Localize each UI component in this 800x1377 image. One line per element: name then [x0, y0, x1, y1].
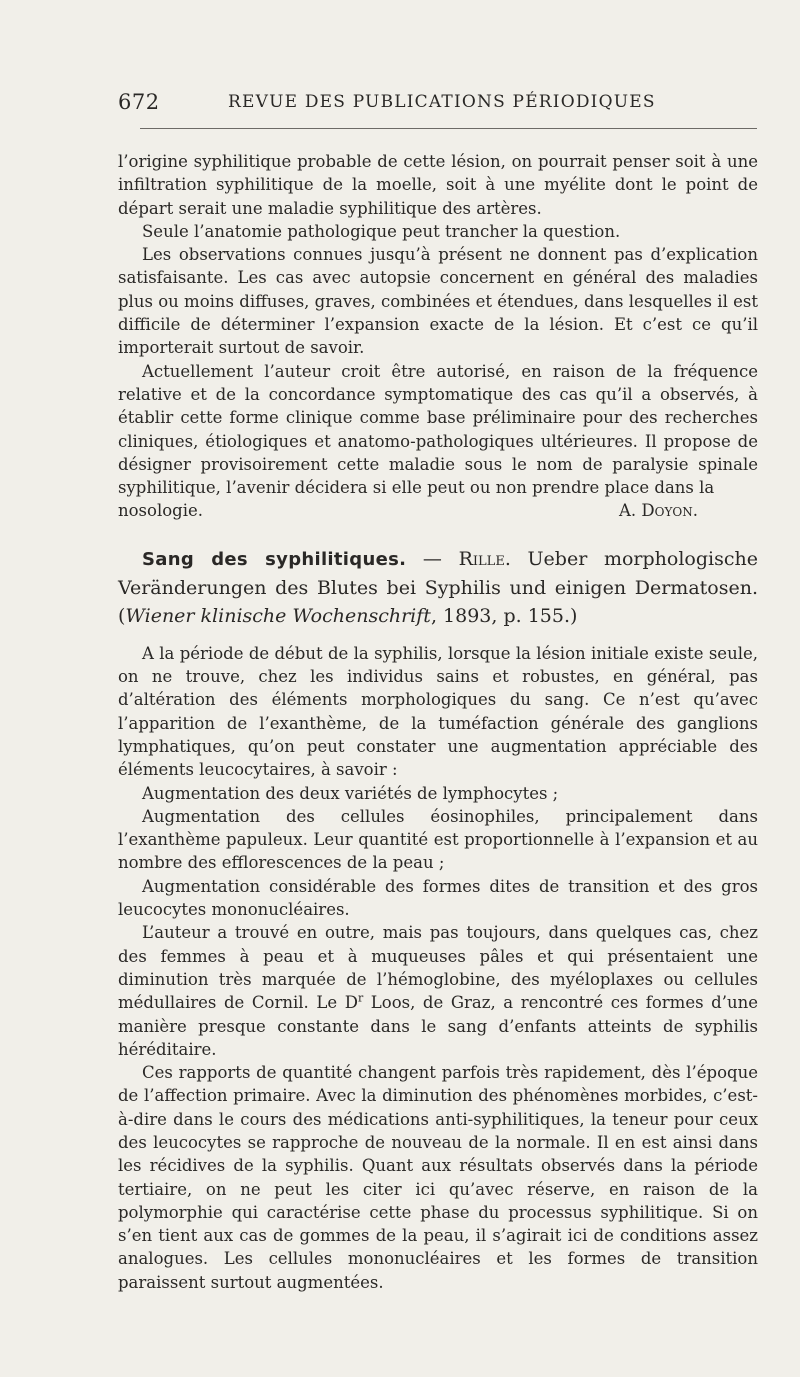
article1-signature: A. Doyon. [619, 501, 698, 521]
article2-title: Sang des syphilitiques. [142, 548, 407, 570]
article2-paragraph-6: Ces rapports de quantité changent parfois très rapidement, dès l’époque de l’affection primaire. Avec la diminution des phénomènes morbides, c’est-à-dire dans le cours des médications anti-syphilitiques, la teneur pour ceux des leucocytes se rapproche de nouveau de la normale. Il en est ainsi dans les récidives de la syphilis. Quant aux résultats observés dans la période tertiaire, on ne peut les citer ici qu’avec réserve, en raison de la polymorphie qui caractérise cette phase du processus syphilitique. Si on s’en tient aux cas de gommes de la peau, il s’agirait ici de conditions assez analogues. Les cellules mononucléaires et les formes de transition paraissent surtout augmentées. [118, 1063, 758, 1292]
running-head: REVUE DES PUBLICATIONS PÉRIODIQUES [228, 92, 656, 112]
page-header [118, 90, 758, 122]
article2-reference: , 1893, p. 155.) [430, 604, 578, 627]
article2-heading-rest: . Ueber morphologische Veränderungen des Blutes bei Syphilis und einigen Dermatosen. ( [118, 547, 758, 627]
article2-paragraph-5 [118, 921, 758, 1061]
page-number: 672 [118, 90, 160, 114]
article1-paragraph-4: Actuellement l’auteur croit être autorisé, en raison de la fréquence relative et de la concordance symptomatique des cas qu’il a observés, à établir cette forme clinique comme base préliminaire pour des recherches cliniques, étiologiques et anatomo-pathologiques ultérieures. Il propose de désigner provisoirement cette maladie sous le nom de paralysie spinale syphilitique, l’avenir décidera si elle peut ou non prendre place dans la [118, 361, 758, 498]
header-rule [140, 128, 757, 129]
article2-paragraph-5-sup: r [357, 991, 364, 1005]
article1-paragraph-3: Les observations connues jusqu’à présent ne donnent pas d’explication satisfaisante. Les cas avec autopsie concernent en général des maladies plus ou moins diffuses, graves, combinées et étendues, dans lesquelles il est difficile de déterminer l’expansion exacte de la lésion. Et c’est ce qu’il importerait surtout de savoir. [118, 245, 758, 358]
article2-paragraph-1: A la période de début de la syphilis, lorsque la lésion initiale existe seule, on ne trouve, chez les individus sains et robustes, en général, pas d’altération des éléments morphologiques du sang. Ce n’est qu’avec l’apparition de l’exanthème, de la tuméfaction générale des ganglions lymphatiques, qu’on peut constater une augmentation appréciable des éléments leucocytaires, à savoir : [118, 643, 758, 780]
article2-author: Rille [458, 547, 505, 570]
article1-paragraph-1: l’origine syphilitique probable de cette lésion, on pourrait penser soit à une infiltration syphilitique de la moelle, soit à une myélite dont le point de départ serait une maladie syphilitique des artères. [118, 152, 758, 218]
article2-heading [118, 545, 758, 630]
article2-dash: — [406, 547, 459, 570]
article2-paragraph-4: Augmentation considérable des formes dites de transition et des gros leucocytes mononucléaires. [118, 876, 758, 920]
article2-paragraph-5-b: Loos, de Graz, a rencontré ces formes d’une manière presque constante dans le sang d’enfants atteints de syphilis héréditaire. [118, 993, 758, 1059]
article1-paragraph-4-end: nosologie. [118, 501, 204, 521]
article1-closing-line [118, 499, 758, 522]
article1-paragraph-2: Seule l’anatomie pathologique peut trancher la question. [142, 221, 621, 241]
article2-paragraph-2: Augmentation des deux variétés de lymphocytes ; [142, 783, 559, 803]
section-gap [118, 630, 758, 642]
page-body [118, 150, 758, 1294]
article2-journal: Wiener klinische Wochenschrift [125, 604, 431, 627]
article2-paragraph-3: Augmentation des cellules éosinophiles, principalement dans l’exanthème papuleux. Leur quantité est proportionnelle à l’expansion et au nombre des efflorescences de la peau ; [118, 806, 758, 873]
article2-paragraph-5-a: L’auteur a trouvé en outre, mais pas toujours, dans quelques cas, chez des femmes à peau et à muqueuses pâles et qui présentaient une diminution très marquée de l’hémoglobine, des myéloplaxes ou cellules médullaires de Cornil. Le D [118, 923, 758, 1013]
